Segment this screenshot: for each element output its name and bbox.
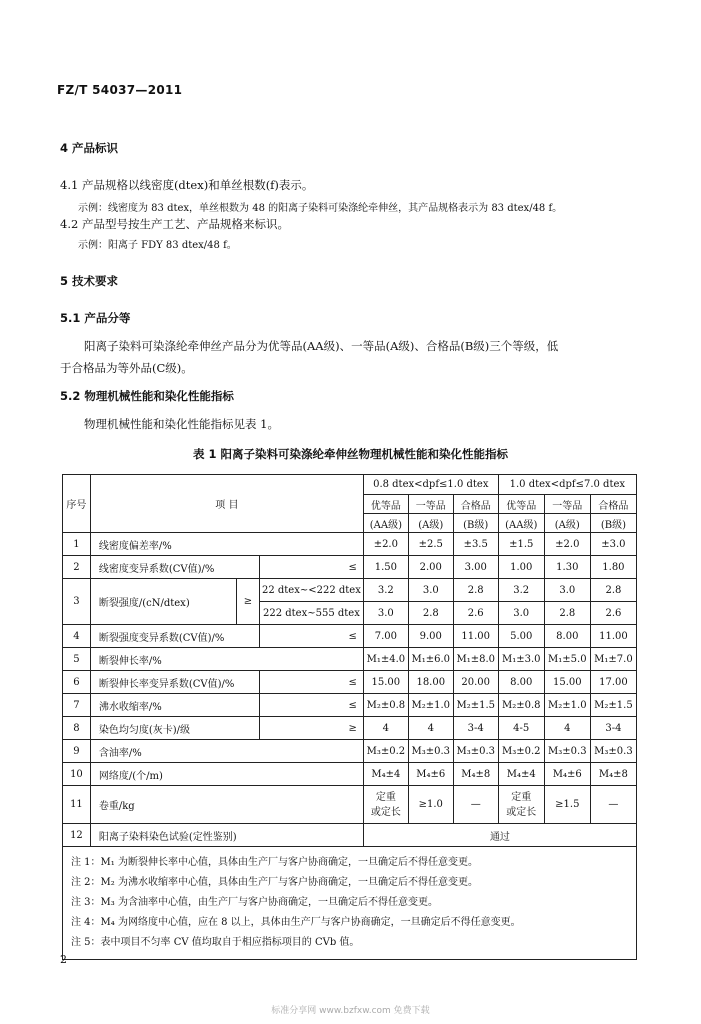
section-5-1-para-line1: 阳离子染料可染涤纶牵伸丝产品分为优等品(AA级)、一等品(A级)、合格品(B级)三个等级，低 (84, 339, 559, 353)
cell: ±2.0 (363, 533, 408, 556)
cell: 1.00 (498, 556, 544, 579)
row-symbol: ≤ (259, 556, 363, 579)
cell: 2.6 (453, 602, 498, 625)
cell: 3.0 (363, 602, 408, 625)
header-no: 序号 (63, 475, 91, 533)
row-item: 阳离子染料染色试验(定性鉴别) (90, 824, 363, 847)
table-row (63, 625, 637, 648)
cell: 15.00 (363, 671, 408, 694)
grade-a-2: 一等品 (544, 495, 590, 514)
cell: 3.0 (408, 579, 453, 602)
cell: 1.50 (363, 556, 408, 579)
cell: 2.8 (408, 602, 453, 625)
cell: 17.00 (590, 671, 636, 694)
cell: 3.2 (363, 579, 408, 602)
cell: 3-4 (453, 717, 498, 740)
cell: 7.00 (363, 625, 408, 648)
row-item: 染色均匀度(灰卡)/级 (90, 717, 259, 740)
table-row (63, 717, 637, 740)
section-5-2-para: 物理机械性能和染化性能指标见表 1。 (84, 417, 279, 431)
cell: M₃±0.3 (453, 740, 498, 763)
section-5-2-heading: 5.2 物理机械性能和染化性能指标 (60, 389, 234, 403)
cell: M₁±3.0 (498, 648, 544, 671)
cell: M₄±8 (453, 763, 498, 786)
footer-watermark: 标准分享网 www.bzfxw.com 免费下载 (271, 1006, 430, 1016)
table-row (63, 671, 637, 694)
cell: M₁±7.0 (590, 648, 636, 671)
cell: 11.00 (453, 625, 498, 648)
grade-a-1: 一等品 (408, 495, 453, 514)
note: 注 1：M₁ 为断裂伸长率中心值，具体由生产厂与客户协商确定，一旦确定后不得任意变更。 (71, 857, 478, 868)
row-item: 线密度偏差率/% (90, 533, 363, 556)
cell: 3-4 (590, 717, 636, 740)
cell: 2.8 (544, 602, 590, 625)
grade-a-2-sub: (A级) (544, 514, 590, 533)
grade-b-1: 合格品 (453, 495, 498, 514)
cell: 2.8 (590, 579, 636, 602)
table-row (63, 786, 637, 824)
section-5-1-para-line2: 于合格品为等外品(C级)。 (60, 361, 193, 375)
note: 注 4：M₄ 为网络度中心值，应在 8 以上，具体由生产厂与客户协商确定，一旦确定后不得任意变更。 (71, 917, 521, 928)
cell-line: 定重 (375, 791, 396, 803)
table-row (63, 579, 637, 602)
note: 注 3：M₃ 为含油率中心值，由生产厂与客户协商确定，一旦确定后不得任意变更。 (71, 897, 438, 908)
cell: ±1.5 (498, 533, 544, 556)
table-row (63, 763, 637, 786)
table-row (63, 824, 637, 847)
cell: M₃±0.2 (363, 740, 408, 763)
cell: 5.00 (498, 625, 544, 648)
section-4-heading: 4 产品标识 (60, 141, 119, 155)
page-number: 2 (60, 953, 67, 966)
cell: M₃±0.3 (544, 740, 590, 763)
header-item: 项 目 (90, 475, 363, 533)
cell: 4 (408, 717, 453, 740)
cell: 20.00 (453, 671, 498, 694)
grade-aa-2-sub: (AA级) (498, 514, 544, 533)
cell-line: 或定长 (370, 806, 401, 818)
row-item: 断裂伸长率变异系数(CV值)/% (90, 671, 259, 694)
table-row (63, 533, 637, 556)
row-no: 8 (63, 717, 91, 740)
cell: M₂±0.8 (363, 694, 408, 717)
row-no: 9 (63, 740, 91, 763)
cell: 8.00 (498, 671, 544, 694)
cell: 2.6 (590, 602, 636, 625)
cell: M₃±0.2 (498, 740, 544, 763)
row-subitem: 222 dtex~555 dtex (259, 602, 363, 625)
cell: ±2.0 (544, 533, 590, 556)
grade-b-2: 合格品 (590, 495, 636, 514)
row-no: 3 (63, 579, 91, 625)
row-item: 沸水收缩率/% (90, 694, 259, 717)
row-item: 卷重/kg (90, 786, 363, 824)
cell: M₄±8 (590, 763, 636, 786)
row-item: 网络度/(个/m) (90, 763, 363, 786)
cell: M₂±1.0 (544, 694, 590, 717)
cell: 3.0 (498, 602, 544, 625)
grade-aa-2: 优等品 (498, 495, 544, 514)
row-symbol: ≥ (236, 579, 259, 625)
cell: ±2.5 (408, 533, 453, 556)
row-item: 断裂伸长率/% (90, 648, 363, 671)
section-4-2: 4.2 产品型号按生产工艺、产品规格来标识。 (60, 217, 289, 231)
row-no: 4 (63, 625, 91, 648)
row-no: 2 (63, 556, 91, 579)
cell: 1.30 (544, 556, 590, 579)
cell: ±3.5 (453, 533, 498, 556)
cell: 18.00 (408, 671, 453, 694)
table-row (63, 694, 637, 717)
row-no: 11 (63, 786, 91, 824)
cell: 2.00 (408, 556, 453, 579)
cell: M₂±1.5 (590, 694, 636, 717)
table-row (63, 648, 637, 671)
cell: M₄±4 (498, 763, 544, 786)
header-range-2: 1.0 dtex<dpf≤7.0 dtex (498, 475, 636, 495)
cell: — (590, 786, 636, 824)
cell: ≥1.0 (408, 786, 453, 824)
row-item: 断裂强度/(cN/dtex) (90, 579, 236, 625)
row-no: 7 (63, 694, 91, 717)
row-no: 5 (63, 648, 91, 671)
grade-aa-1: 优等品 (363, 495, 408, 514)
cell: M₂±0.8 (498, 694, 544, 717)
grade-aa-1-sub: (AA级) (363, 514, 408, 533)
cell (498, 786, 544, 824)
row-symbol: ≥ (259, 717, 363, 740)
cell: 9.00 (408, 625, 453, 648)
row-symbol: ≤ (259, 671, 363, 694)
cell: M₃±0.3 (590, 740, 636, 763)
cell: 3.0 (544, 579, 590, 602)
section-4-1: 4.1 产品规格以线密度(dtex)和单丝根数(f)表示。 (60, 178, 314, 192)
cell: 4 (363, 717, 408, 740)
cell-line: 或定长 (506, 806, 537, 818)
cell: 1.80 (590, 556, 636, 579)
cell: 3.2 (498, 579, 544, 602)
section-5-heading: 5 技术要求 (60, 274, 119, 288)
cell: M₃±0.3 (408, 740, 453, 763)
row-item: 含油率/% (90, 740, 363, 763)
row-no: 12 (63, 824, 91, 847)
cell: M₄±4 (363, 763, 408, 786)
cell: 4-5 (498, 717, 544, 740)
cell: M₁±8.0 (453, 648, 498, 671)
cell-line: 定重 (511, 791, 532, 803)
cell: M₁±6.0 (408, 648, 453, 671)
table-row (63, 740, 637, 763)
cell: M₁±4.0 (363, 648, 408, 671)
cell: 2.8 (453, 579, 498, 602)
notes-row (63, 847, 637, 960)
row-no: 1 (63, 533, 91, 556)
row-no: 10 (63, 763, 91, 786)
grade-a-1-sub: (A级) (408, 514, 453, 533)
cell: 15.00 (544, 671, 590, 694)
cell: M₄±6 (408, 763, 453, 786)
cell: 通过 (363, 824, 636, 847)
spec-table (62, 474, 637, 960)
table-caption: 表 1 阳离子染料可染涤纶牵伸丝物理机械性能和染化性能指标 (192, 447, 508, 461)
cell: 3.00 (453, 556, 498, 579)
row-item: 断裂强度变异系数(CV值)/% (90, 625, 259, 648)
cell: ±3.0 (590, 533, 636, 556)
cell: M₄±6 (544, 763, 590, 786)
section-4-1-example: 示例：线密度为 83 dtex，单丝根数为 48 的阳离子染料可染涤纶牵伸丝，其产品规格表示为 83 dtex/48 f。 (78, 203, 563, 214)
cell: — (453, 786, 498, 824)
cell (363, 786, 408, 824)
header-range-1: 0.8 dtex<dpf≤1.0 dtex (363, 475, 498, 495)
note: 注 5：表中项目不匀率 CV 值均取自于相应指标项目的 CVb 值。 (71, 937, 360, 948)
note: 注 2：M₂ 为沸水收缩率中心值，具体由生产厂与客户协商确定，一旦确定后不得任意变更。 (71, 877, 478, 888)
table-notes (63, 847, 637, 960)
row-subitem: 22 dtex~<222 dtex (259, 579, 363, 602)
cell: M₂±1.0 (408, 694, 453, 717)
cell: 11.00 (590, 625, 636, 648)
grade-b-2-sub: (B级) (590, 514, 636, 533)
section-5-1-heading: 5.1 产品分等 (60, 311, 131, 325)
cell: 8.00 (544, 625, 590, 648)
cell: ≥1.5 (544, 786, 590, 824)
row-symbol: ≤ (259, 694, 363, 717)
row-symbol: ≤ (259, 625, 363, 648)
cell: M₁±5.0 (544, 648, 590, 671)
row-no: 6 (63, 671, 91, 694)
table-row (63, 556, 637, 579)
cell: M₂±1.5 (453, 694, 498, 717)
document-header: FZ/T 54037—2011 (57, 83, 183, 97)
grade-b-1-sub: (B级) (453, 514, 498, 533)
section-4-2-example: 示例：阳离子 FDY 83 dtex/48 f。 (78, 240, 237, 251)
row-item: 线密度变异系数(CV值)/% (90, 556, 259, 579)
cell: 4 (544, 717, 590, 740)
